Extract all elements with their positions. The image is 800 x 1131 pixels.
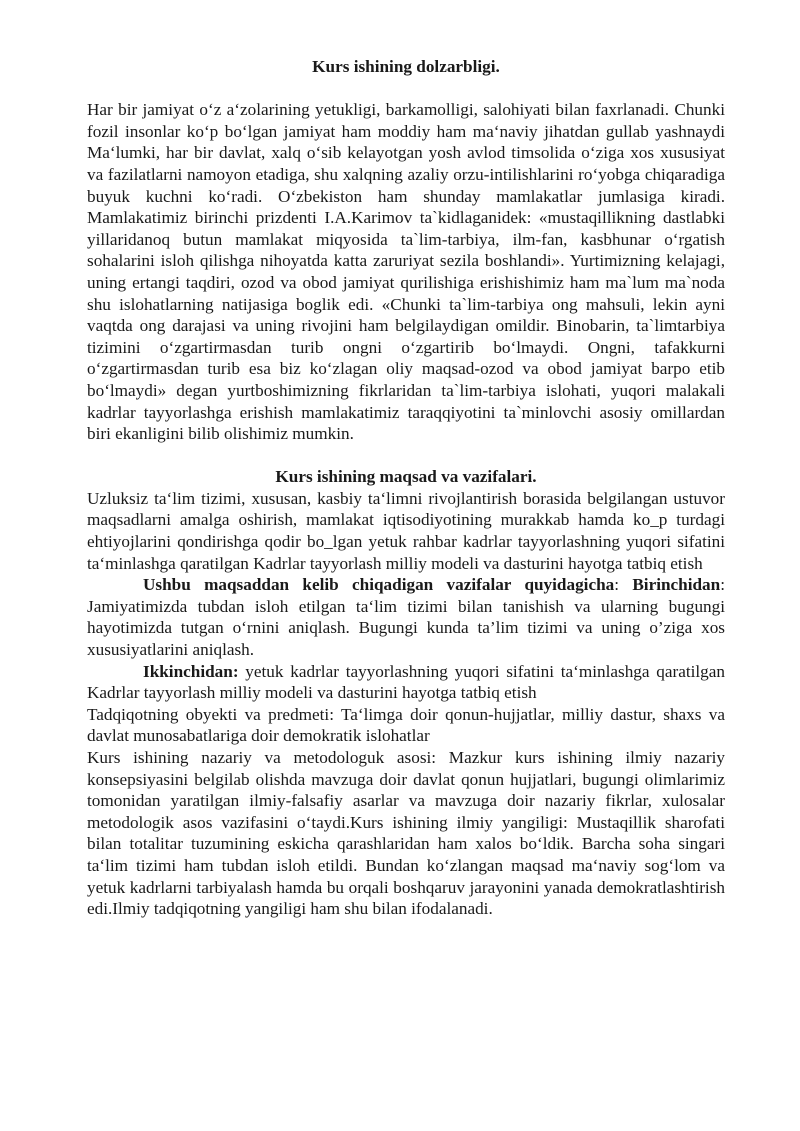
paragraph-relevance: Har bir jamiyat o‘z a‘zolarining yetukligi, barkamolligi, salohiyati bilan faxrlanadi. Chunki fozil insonlar ko‘p bo‘lgan jamiyat ham moddiy ham ma‘naviy jihatdan gullab yashnaydi Ma‘lumki, har bir davlat, xalq o‘sib kelayotgan yosh avlod timsolida o‘ziga xos xususiyat va fazilatlarni namoyon etadiga, shu xalqning azaliy orzu-intilishlarini ro‘yobga chiqaradiga buyuk kuchni ko‘radi. O‘zbekiston ham shunday mamlakatlar jumlasiga kiradi. Mamlakatimiz birinchi prizdenti I.A.Karimov ta`kidlaganidek: «mustaqillikning dastlabki yillaridanoq butun mamlakat miqyosida ta`lim-tarbiya, ilm-fan, kasbhunar o‘rgatish sohalarini isloh qilishga nihoyatda katta zaruriyat sezila boshlandi». Yurtimizning kelajagi, uning ertangi taqdiri, ozod va obod jamiyat qurilishiga erishishimiz ham ma`lum ma`noda shu islohatlarning natijasiga boglik edi. «Chunki ta`lim-tarbiya ong mahsuli, lekin ayni vaqtda ong darajasi va uning rivojini ham belgilaydigan omildir. Binobarin, ta`limtarbiya tizimini o‘zgartirmasdan turib ongni o‘zgartirib bo‘lmaydi. Ongni, tafakkurni o‘zgartirmasdan turib esa biz ko‘zlagan oliy maqsad-ozod va obod jamiyat barpo etib bo‘lmaydi» degan yurtboshimizning fikrlaridan ta`lim-tarbiya islohati, yuqori malakali kadrlar tayyorlashga erishish mamlakatimiz taraqqiyotini ta`minlovchi asosiy omillardan biri ekanligini bilib olishimiz mumkin. [87, 100, 725, 444]
section-title-goals-text: Kurs ishining maqsad va vazifalari [275, 467, 533, 487]
first-task-text: : Jamiyatimizda tubdan isloh etilgan ta‘lim tizimi bilan tanishish va ularning bugungi hayotimizda tutgan o‘rnini aniqlash. Bugungi kunda ta’lim tizimi va uning o’ziga xos xususiyatlarini aniqlash. [87, 575, 725, 660]
paragraph-goals: Uzluksiz ta‘lim tizimi, xususan, kasbiy ta‘limni rivojlantirish borasida belgilangan ustuvor maqsadlarni amalga oshirish, mamlakat iqtisodiyotining murakkab hamda ko_p turdagi ehtiyojlarini qondirishga qodir bo_lgan yetuk rahbar kadrlar tayyorlashning yuqori sifatini ta‘minlashga qaratilgan Kadrlar tayyorlash milliy modeli va dasturini hayotga tatbiq etish [87, 488, 725, 573]
spacer [87, 78, 725, 100]
first-label: Birinchidan [632, 575, 721, 595]
section-title-goals [87, 466, 725, 488]
second-label: Ikkinchidan: [143, 661, 239, 681]
paragraph-tasks-first [87, 574, 725, 660]
section-title-relevance [87, 56, 725, 78]
tasks-heading: Ushbu maqsaddan kelib chiqadigan vazifalar quyidagicha [143, 575, 615, 595]
second-task-text: yetuk kadrlar tayyorlashning yuqori sifatini ta‘minlashga qaratilgan Kadrlar tayyorlash milliy modeli va dasturini hayotga tatbiq etish [87, 661, 725, 703]
paragraph-methodology: Kurs ishining nazariy va metodologuk asosi: Mazkur kurs ishining ilmiy nazariy konsepsiyasini belgilab olishda mavzuga doir davlat qonun hujjatlari, bugungi olimlarimiz tomonidan yaratilgan ilmiy-falsafiy asarlar va mavzuga doir nazariy fikrlar, xulosalar metodologik asos vazifasini o‘taydi.Kurs ishining ilmiy yangiligi: Mustaqillik sharofati bilan totalitar tuzumining eskicha qarashlaridan ham xalos bo‘ldik. Barcha soha singari ta‘lim tizimi ham tubdan isloh etildi. Bundan ko‘zlangan maqsad ma‘naviy sog‘lom va yetuk kadrlarni tarbiyalash hamda bu orqali boshqaruv jarayonini yanada demokratlashtirish edi.Ilmiy tadqiqotning yangiligi ham shu bilan ifodalanadi. [87, 748, 725, 919]
spacer [87, 445, 725, 467]
paragraph-tasks-second [87, 661, 725, 704]
paragraph-object-subject: Tadqiqotning obyekti va predmeti: Ta‘limga doir qonun-hujjatlar, milliy dastur, shaxs va davlat munosabatlariga doir demokratik islohatlar [87, 704, 725, 746]
section-title-relevance-dot: . [495, 57, 500, 76]
section-title-goals-dot: . [532, 467, 537, 487]
section-title-relevance-text: Kurs ishining dolzarbligi [312, 57, 496, 76]
tasks-colon: : [614, 575, 633, 595]
